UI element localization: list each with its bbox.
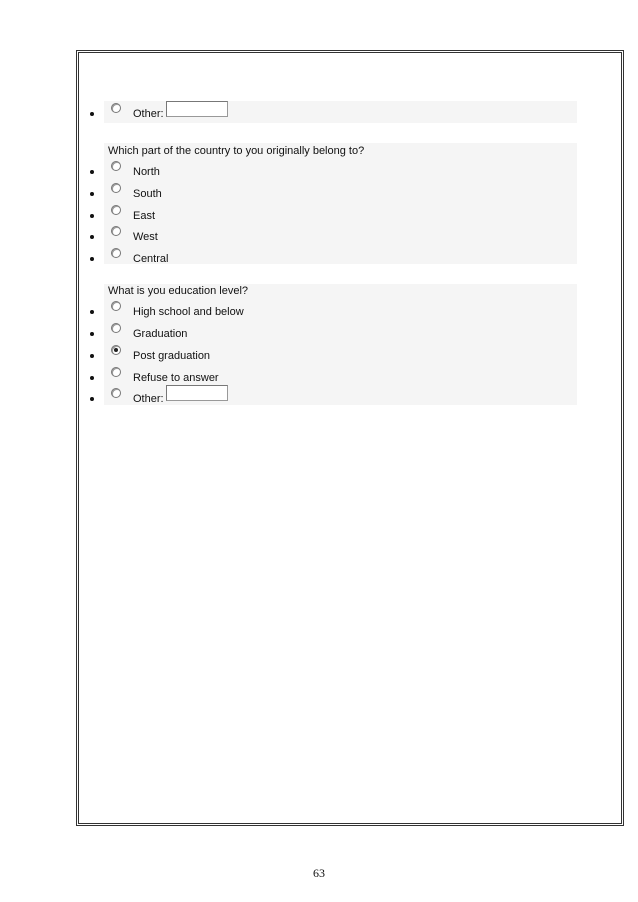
radio-other-education[interactable]	[111, 388, 121, 398]
list-item	[104, 321, 577, 343]
option-label: Other:	[133, 393, 164, 405]
radio-west[interactable]	[111, 226, 121, 236]
bullet-icon	[90, 354, 94, 358]
option-label: East	[133, 210, 156, 222]
bullet-icon	[90, 397, 94, 401]
bullet-icon	[90, 332, 94, 336]
option-label: Other:	[133, 108, 164, 120]
bullet-icon	[90, 214, 94, 218]
radio-central[interactable]	[111, 248, 121, 258]
list-item	[104, 299, 577, 321]
radio-graduation[interactable]	[111, 323, 121, 333]
other-text-field-education[interactable]	[166, 385, 228, 401]
education-question-block	[104, 284, 577, 405]
option-label: Refuse to answer	[133, 372, 219, 384]
radio-south[interactable]	[111, 183, 121, 193]
bullet-icon	[90, 112, 94, 116]
list-item	[104, 343, 577, 365]
bullet-icon	[90, 257, 94, 261]
option-label: West	[133, 231, 158, 243]
radio-east[interactable]	[111, 205, 121, 215]
option-label: Post graduation	[133, 350, 211, 362]
radio-post-graduation[interactable]	[111, 345, 121, 355]
top-other-block	[104, 101, 577, 123]
region-question-block	[104, 143, 577, 264]
list-item	[104, 181, 577, 203]
bullet-icon	[90, 310, 94, 314]
list-item	[104, 386, 577, 408]
option-label: North	[133, 166, 160, 178]
list-item	[104, 246, 577, 268]
list-item	[104, 365, 577, 387]
list-item	[104, 224, 577, 246]
radio-other-top[interactable]	[111, 103, 121, 113]
other-text-field-top[interactable]	[166, 101, 228, 117]
radio-refuse[interactable]	[111, 367, 121, 377]
option-label: Central	[133, 253, 169, 265]
bullet-icon	[90, 192, 94, 196]
radio-north[interactable]	[111, 161, 121, 171]
list-item	[104, 203, 577, 225]
page-number: 63	[313, 866, 325, 880]
bullet-icon	[90, 235, 94, 239]
option-label: Graduation	[133, 328, 188, 340]
question-text: Which part of the country to you originally belong to?	[108, 145, 365, 157]
option-label: South	[133, 188, 162, 200]
question-text: What is you education level?	[108, 285, 249, 297]
radio-high-school[interactable]	[111, 301, 121, 311]
option-label: High school and below	[133, 306, 244, 318]
bullet-icon	[90, 170, 94, 174]
list-item	[104, 159, 577, 181]
bullet-icon	[90, 376, 94, 380]
list-item	[104, 101, 577, 123]
